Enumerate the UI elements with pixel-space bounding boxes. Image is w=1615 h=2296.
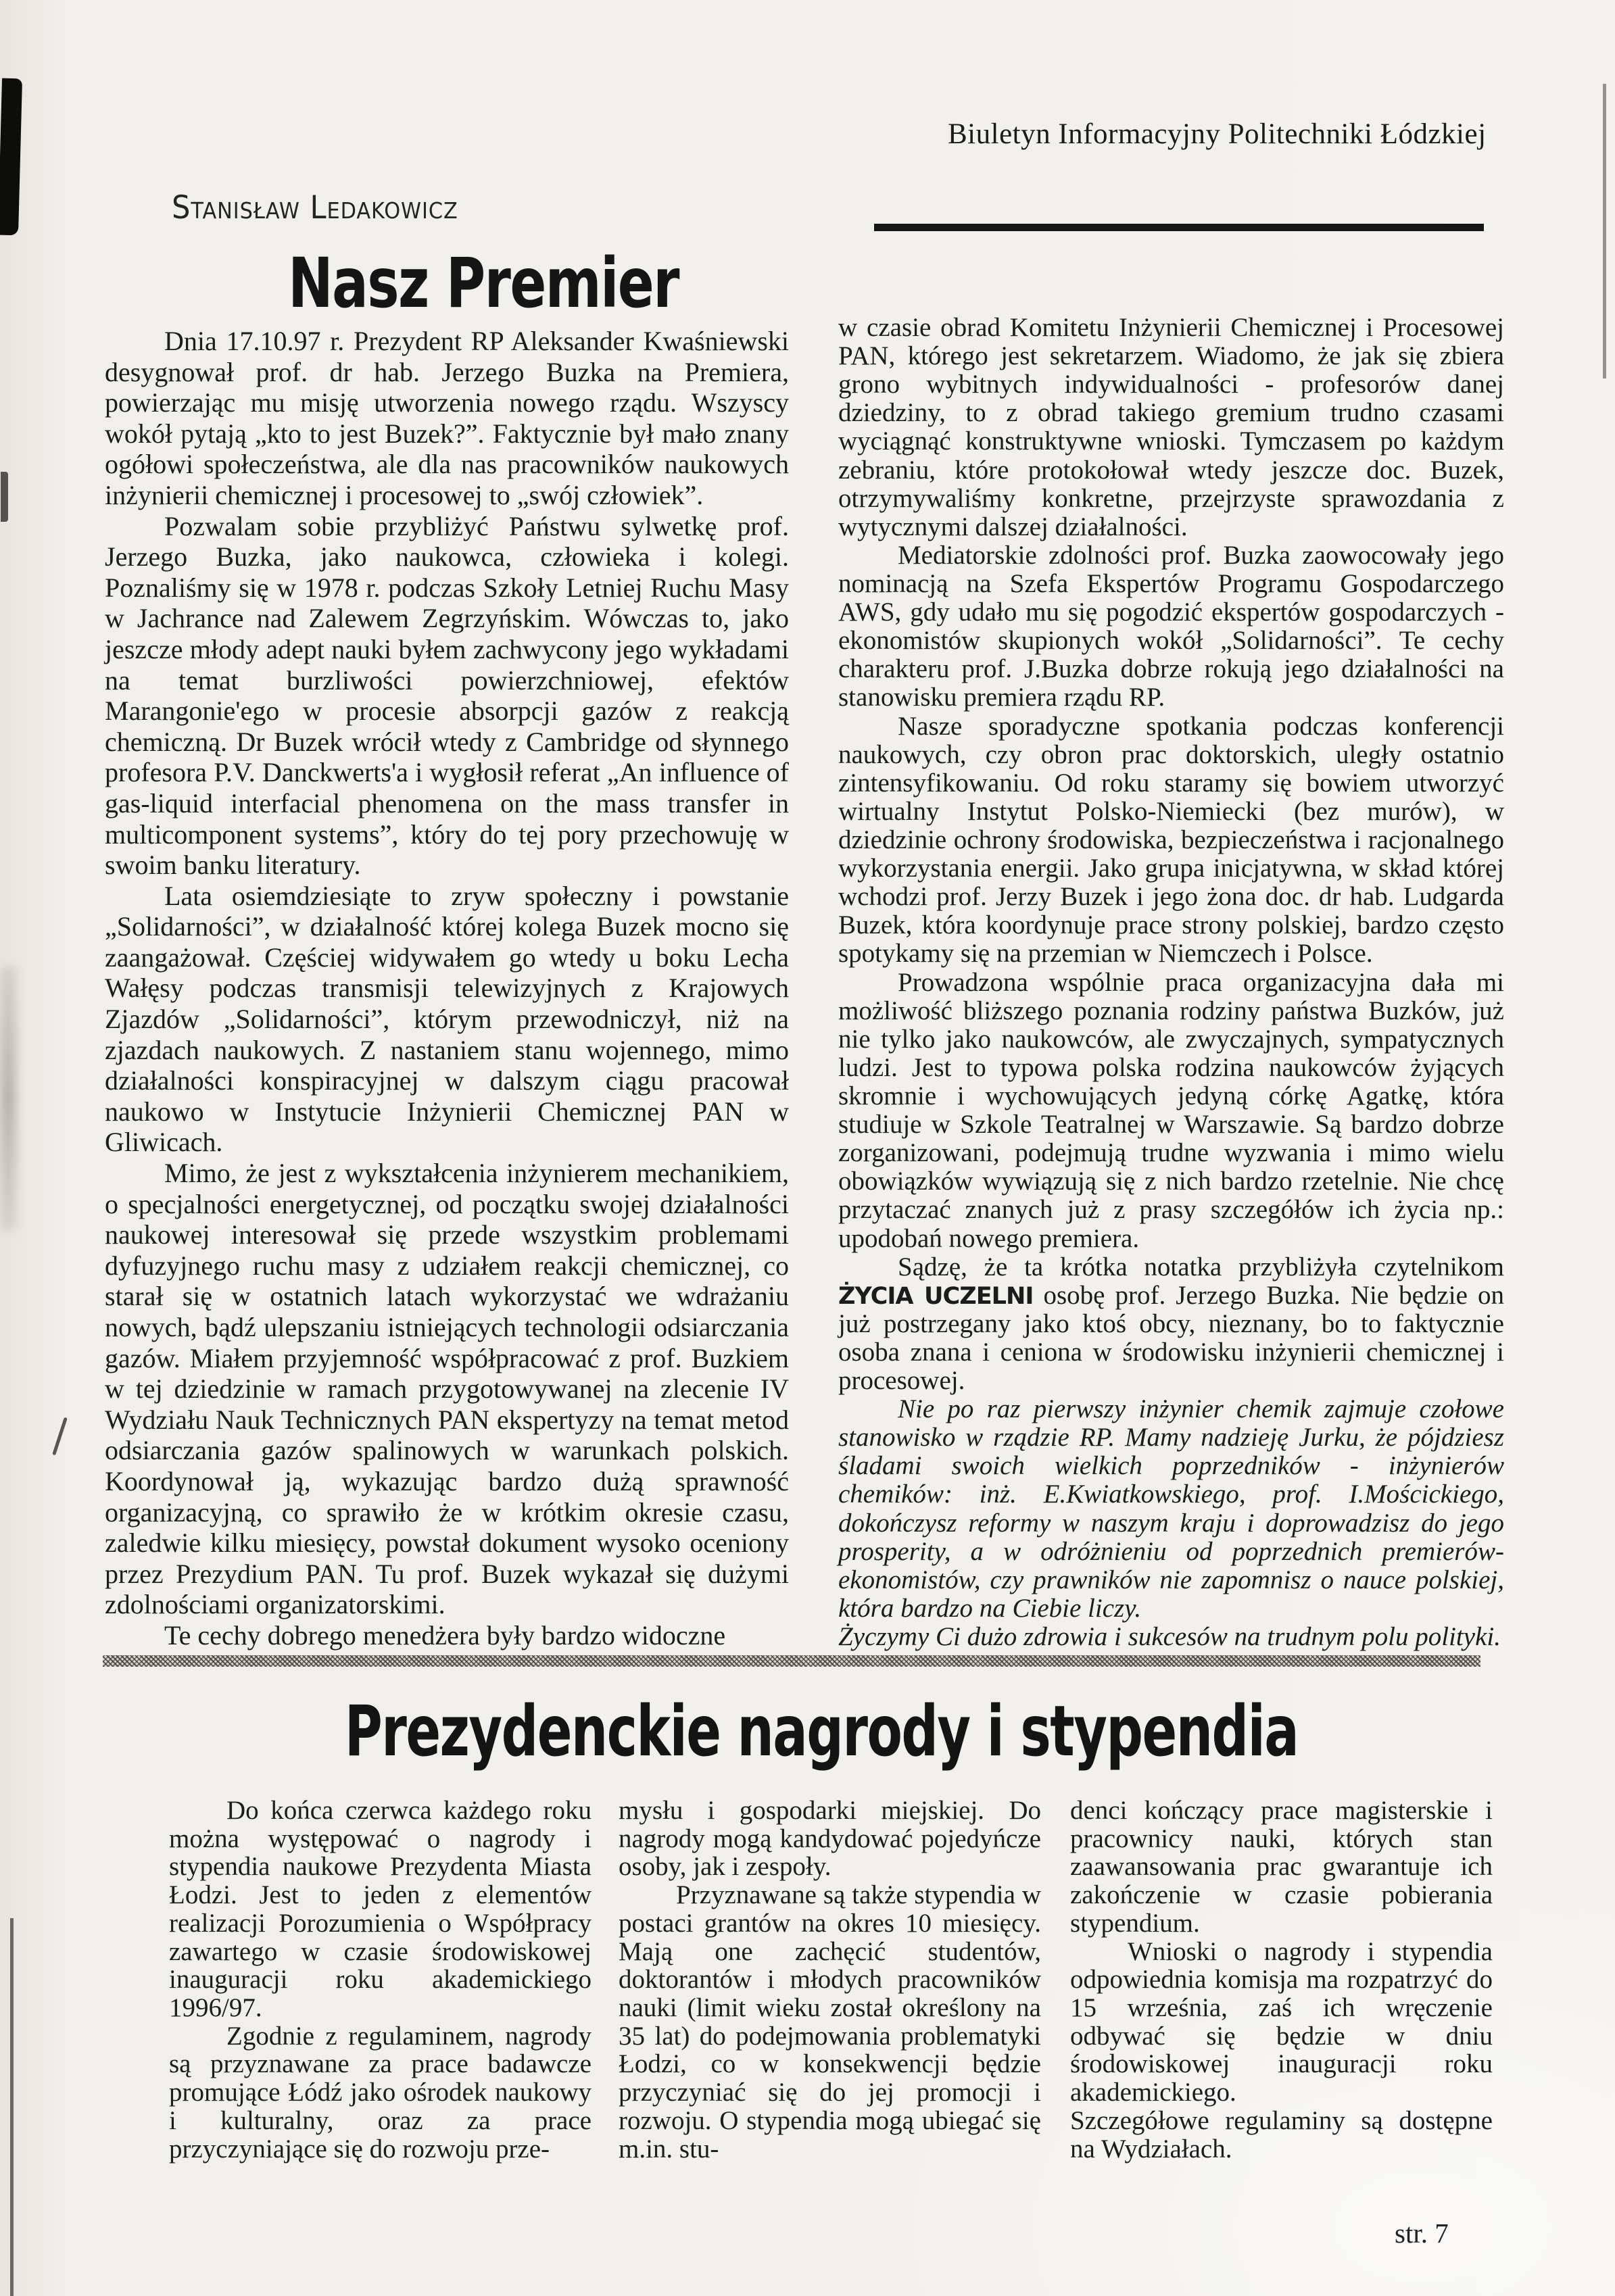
paragraph: Lata osiemdziesiąte to zryw społeczny i powstanie „Solidarności”, w działalność której kolega Buzek mocno się zaangażował. Częściej widywałem go wtedy u boku Lecha Wałęsy podczas transmisji telewizyjnych z Krajowych Zjazdów „Solidarności”, którym przewodniczył, niż na zjazdach naukowych. Z nastaniem stanu wojennego, mimo działalności konspiracyjnej w dalszym ciągu pracował naukowo w Instytucie Inżynierii Chemicznej PAN w Gliwicach.: [105, 880, 789, 1158]
author-name: Stanisław Ledakowicz: [172, 189, 458, 226]
scan-artifact-line-right: [1603, 84, 1606, 378]
zycia-uczelni-logo: ŻYCIA UCZELNI: [838, 1281, 1034, 1310]
paragraph-italic: Nie po raz pierwszy inżynier chemik zajmuje czołowe stanowisko w rządzie RP. Mamy nadzieję Jurku, że pójdziesz śladami swoich wielkich poprzedników - inżynierów chemików: inż. E.Kwiatkowskiego, prof. I.Mościckiego, dokończysz reformy w naszym kraju i doprowadzisz do jego prosperity, a w odróżnieniu od poprzednich premierów-ekonomistów, czy prawników nie zapomnisz o nauce polskiej, która bardzo na Ciebie liczy.: [838, 1394, 1504, 1623]
paragraph: Wnioski o nagrody i stypendia odpowiednia komisja ma rozpatrzyć do 15 września, zaś ich wręczenie odbywać się będzie w dniu środowiskowej inauguracji roku akademickiego.: [1070, 1936, 1493, 2107]
scan-artifact-mark: [1, 472, 8, 522]
scan-artifact-slash: [52, 1417, 68, 1456]
closing-wish-line: Życzymy Ci dużo zdrowia i sukcesów na trudnym polu polityki.: [838, 1622, 1501, 1652]
paragraph: Przyznawane są także stypendia w postaci grantów na okres 10 miesięcy. Mają one zachęcić studentów, doktorantów i młodych pracowników nauki (limit wieku został określony na 35 lat) do podejmowania problematyki Łodzi, co w konsekwencji będzie przyczyniać się do jej promocji i rozwoju. O stypendia mogą ubiegać się m.in. stu-: [619, 1880, 1041, 2164]
paragraph: w czasie obrad Komitetu Inżynierii Chemicznej i Procesowej PAN, którego jest sekretarzem. Wiadomo, że jak się zbiera grono wybitnych indywidualności - profesorów danej dziedziny, to z obrad takiego gremium trudno czasami wyciągnąć konstruktywne wnioski. Tymczasem po każdym zebraniu, które protokołował wtedy jeszcze doc. Buzek, otrzymywaliśmy konkretne, przejrzyste sprawozdania z wytycznymi dalszej działalności.: [838, 313, 1504, 541]
paragraph-text: Sądzę, że ta krótka notatka przybliżyła czytelnikom: [898, 1252, 1504, 1281]
scan-artifact-line-left: [10, 1918, 14, 2296]
scan-artifact-blob: [0, 78, 22, 236]
article-title: Nasz Premier: [288, 243, 679, 324]
article-right-column: [838, 314, 1504, 1651]
paragraph-with-logo: [838, 1253, 1504, 1396]
paragraph: Zgodnie z regulaminem, nagrody są przyznawane za prace badawcze promujące Łódź jako ośrodek naukowy i kulturalny, oraz za prace przyczyniające się do rozwoju prze-: [169, 2021, 592, 2164]
paragraph: Mediatorskie zdolności prof. Buzka zaowocowały jego nominacją na Szefa Ekspertów Programu Gospodarczego AWS, gdy udało mu się pogodzić ekspertów gospodarczych - ekonomistów skupionych wokół „Solidarności”. Te cechy charakteru prof. J.Buzka dobrze rokują jego działalności na stanowisku premiera rządu RP.: [838, 540, 1504, 712]
paragraph: Szczegółowe regulaminy są dostępne na Wydziałach.: [1070, 2105, 1493, 2164]
paragraph-text: osobę prof. Jerzego Buzka. Nie będzie on już postrzegany jako ktoś obcy, nieznany, bo to faktycznie osoba znana i ceniona w środowisku inżynierii chemicznej i procesowej.: [838, 1280, 1504, 1396]
paragraph: Prowadzona wspólnie praca organizacyjna dała mi możliwość bliższego poznania rodziny państwa Buzków, już nie tylko jako naukowców, ale zwyczajnych, sympatycznych ludzi. Jest to typowa polska rodzina naukowców żyjących skromnie i wychowujących jedyną córkę Agatkę, która studiuje w Szkole Teatralnej w Warszawie. Są bardzo dobrze zorganizowani, podejmują trudne wyzwania i mimo wielu obowiązków wywiązują się z nich bardzo rzetelnie. Nie chcę przytaczać znanych już z prasy szczegółów ich życia np.: upodobań nowego premiera.: [838, 967, 1504, 1253]
section-title: Prezydenckie nagrody i stypendia: [344, 1691, 1299, 1772]
paragraph: Do końca czerwca każdego roku można występować o nagrody i stypendia naukowe Prezydenta Miasta Łodzi. Jest to jeden z elementów realizacji Porozumienia o Współpracy zawartego w czasie środowiskowej inauguracji roku akademickiego 1996/97.: [169, 1796, 592, 2023]
section-divider: [103, 1655, 1480, 1667]
bottom-column-1: [169, 1797, 592, 2163]
paragraph: denci kończący prace magisterskie i pracownicy nauki, których stan zaawansowania prac gwarantuje ich zakończenie w czasie pobierania stypendium.: [1070, 1796, 1493, 1938]
paragraph: Dnia 17.10.97 r. Prezydent RP Aleksander Kwaśniewski desygnował prof. dr hab. Jerzego Buzka na Premiera, powierzając mu misję utworzenia nowego rządu. Wszyscy wokół pytają „kto to jest Buzek?”. Faktycznie był mało znany ogółowi społeczeństwa, ale dla nas pracowników naukowych inżynierii chemicznej i procesowej to „swój człowiek”.: [105, 326, 789, 510]
paragraph: Pozwalam sobie przybliżyć Państwu sylwetkę prof. Jerzego Buzka, jako naukowca, człowieka i kolegi. Poznaliśmy się w 1978 r. podczas Szkoły Letniej Ruchu Masy w Jachrance nad Zalewem Zegrzyńskim. Wówczas to, jako jeszcze młody adept nauki byłem zachwycony jego wykładami na temat burzliwości powierzchniowej, efektów Marangonie'ego w procesie absorpcji gazów z reakcją chemiczną. Dr Buzek wrócił wtedy z Cambridge od słynnego profesora P.V. Danckwerts'a i wygłosił referat „An influence of gas-liquid interfacial phenomena on the mass transfer in multicomponent systems”, który do tej pory przechowuję w swoim banku literatury.: [105, 510, 789, 881]
bottom-column-3: [1070, 1797, 1493, 2163]
header-divider-rule: [874, 224, 1484, 231]
article-left-column: [105, 326, 789, 1651]
paragraph: Te cechy dobrego menedżera były bardzo widoczne: [164, 1619, 726, 1651]
bulletin-header-title: Biuletyn Informacyjny Politechniki Łódzkiej: [948, 118, 1487, 150]
paragraph: mysłu i gospodarki miejskiej. Do nagrody mogą kandydować pojedyńcze osoby, jak i zespoły.: [619, 1796, 1041, 1882]
paragraph: Mimo, że jest z wykształcenia inżynierem mechanikiem, o specjalności energetycznej, od początku swojej działalności naukowej interesował się przede wszystkim problemami dyfuzyjnego ruchu masy z udziałem reakcji chemicznej, co starał się w ostatnich latach wykorzystać we wdrażaniu nowych, bądź ulepszaniu istniejących technologii odsiarczania gazów. Miałem przyjemność współpracować z prof. Buzkiem w tej dziedzinie w ramach przygotowywanej na zlecenie IV Wydziału Nauk Technicznych PAN ekspertyzy na temat metod odsiarczania gazów spalinowych w warunkach polskich. Koordynował ją, wykazując bardzo dużą sprawność organizacyjną, co sprawiło że w krótkim okresie czasu, zaledwie kilku miesięcy, powstał dokument wysoko oceniony przez Prezydium PAN. Tu prof. Buzek wykazał się dużymi zdolnościami organizatorskimi.: [105, 1158, 789, 1620]
paragraph: Nasze sporadyczne spotkania podczas konferencji naukowych, czy obron prac doktorskich, uległy ostatnio zintensyfikowaniu. Od roku staramy się bowiem utworzyć wirtualny Instytut Polsko-Niemiecki (bez murów), w dziedzinie ochrony środowiska, bezpieczeństwa i racjonalnego wykorzystania energii. Jako grupa inicjatywna, w skład której wchodzi prof. Jerzy Buzek i jego żona doc. dr hab. Ludgarda Buzek, która koordynuje prace strony polskiej, bardzo często spotykamy się na przemian w Niemczech i Polsce.: [838, 711, 1504, 969]
page-number: str. 7: [1395, 2218, 1449, 2249]
bottom-column-2: [619, 1797, 1041, 2163]
scan-artifact-smudge: [0, 967, 16, 1230]
